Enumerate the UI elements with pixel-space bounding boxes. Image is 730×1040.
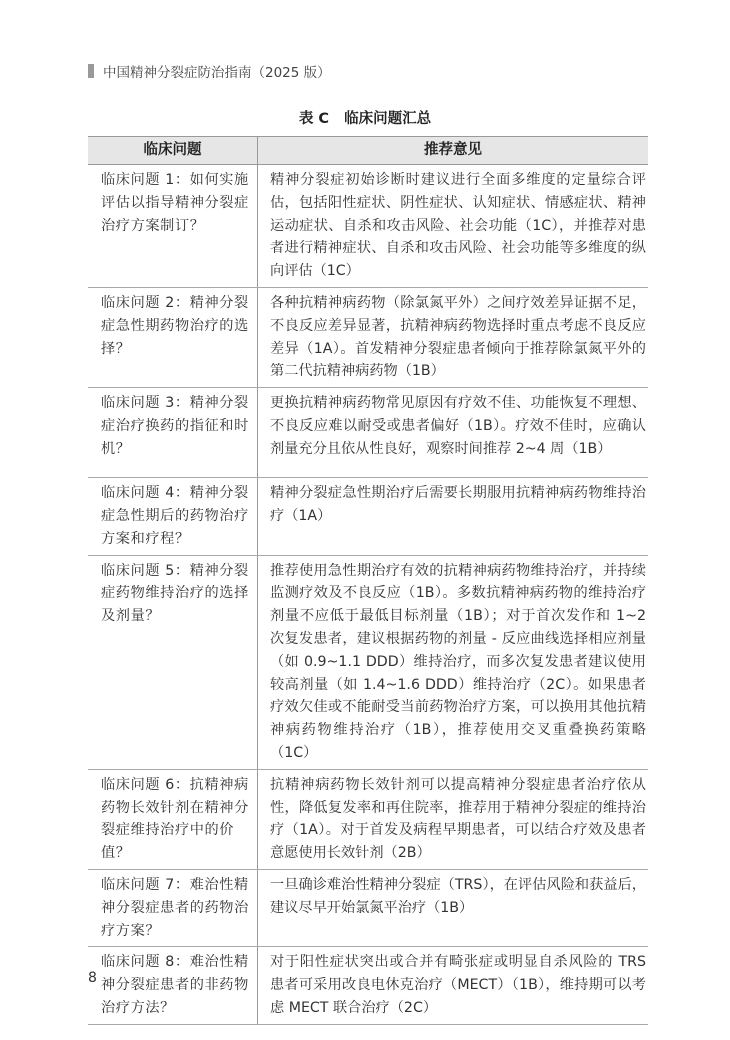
- recommendation-cell: 一旦确诊难治性精神分裂症（TRS），在评估风险和获益后，建议尽早开始氯氮平治疗（1B）: [258, 869, 649, 946]
- table-row: [88, 287, 648, 387]
- table-row: [88, 769, 648, 869]
- running-header: [88, 61, 331, 81]
- table-header-row: [88, 137, 648, 165]
- table-caption: [0, 107, 730, 128]
- question-cell: 临床问题 8：难治性精神分裂症患者的非药物治疗方法？: [88, 947, 258, 1024]
- page-number: 8: [88, 970, 97, 986]
- table-row: [88, 869, 648, 946]
- recommendation-cell: 各种抗精神病药物（除氯氮平外）之间疗效差异证据不足，不良反应差异显著，抗精神病药物选择时重点考虑不良反应差异（1A）。首发精神分裂症患者倾向于推荐除氯氮平外的第二代抗精神病药物（1B）: [258, 287, 649, 387]
- recommendation-cell: 推荐使用急性期治疗有效的抗精神病药物维持治疗，并持续监测疗效及不良反应（1B）。多数抗精神病药物的维持治疗剂量不应低于最低目标剂量（1B）；对于首次发作和 1~2 次复发患者，建议根据药物的剂量 - 反应曲线选择相应剂量（如 0.9~1.1 DDD）维持治疗，而多次复发患者建议使用较高剂量（如 1.4~1.6 DDD）维持治疗（2C）。如果患者疗效欠佳或不能耐受当前药物治疗方案，可以换用其他抗精神病药物维持治疗（1B），推荐使用交叉重叠换药策略（1C）: [258, 555, 649, 769]
- table-title: 临床问题汇总: [344, 111, 432, 127]
- question-cell: 临床问题 7：难治性精神分裂症患者的药物治疗方案？: [88, 869, 258, 946]
- table-row: [88, 478, 648, 555]
- question-cell: 临床问题 1：如何实施评估以指导精神分裂症治疗方案制订？: [88, 165, 258, 288]
- table-row: [88, 165, 648, 288]
- clinical-questions-table: [88, 136, 648, 1025]
- recommendation-cell: 精神分裂症急性期治疗后需要长期服用抗精神病药物维持治疗（1A）: [258, 478, 649, 555]
- recommendation-cell: 对于阳性症状突出或合并有畸张症或明显自杀风险的 TRS 患者可采用改良电休克治疗（MECT）（1B），维持期可以考虑 MECT 联合治疗（2C）: [258, 947, 649, 1024]
- column-header-recommendation: 推荐意见: [258, 137, 649, 165]
- table-row: [88, 555, 648, 769]
- table-row: [88, 388, 648, 478]
- question-cell: 临床问题 3：精神分裂症治疗换药的指征和时机？: [88, 388, 258, 478]
- column-header-question: 临床问题: [88, 137, 258, 165]
- question-cell: 临床问题 5：精神分裂症药物维持治疗的选择及剂量？: [88, 555, 258, 769]
- running-header-text: 中国精神分裂症防治指南（2025 版）: [103, 65, 331, 81]
- question-cell: 临床问题 2：精神分裂症急性期药物治疗的选择？: [88, 287, 258, 387]
- header-marker: [88, 64, 94, 78]
- question-cell: 临床问题 6：抗精神病药物长效针剂在精神分裂症维持治疗中的价值？: [88, 769, 258, 869]
- recommendation-cell: 抗精神病药物长效针剂可以提高精神分裂症患者治疗依从性，降低复发率和再住院率，推荐用于精神分裂症的维持治疗（1A）。对于首发及病程早期患者，可以结合疗效及患者意愿使用长效针剂（2B）: [258, 769, 649, 869]
- table-row: [88, 947, 648, 1024]
- question-cell: 临床问题 4：精神分裂症急性期后的药物治疗方案和疗程？: [88, 478, 258, 555]
- recommendation-cell: 精神分裂症初始诊断时建议进行全面多维度的定量综合评估，包括阳性症状、阴性症状、认知症状、情感症状、精神运动症状、自杀和攻击风险、社会功能（1C），并推荐对患者进行精神症状、自杀和攻击风险、社会功能等多维度的纵向评估（1C）: [258, 165, 649, 288]
- recommendation-cell: 更换抗精神病药物常见原因有疗效不佳、功能恢复不理想、不良反应难以耐受或患者偏好（1B）。疗效不佳时，应确认剂量充分且依从性良好，观察时间推荐 2~4 周（1B）: [258, 388, 649, 478]
- table-label: 表 C: [298, 111, 330, 127]
